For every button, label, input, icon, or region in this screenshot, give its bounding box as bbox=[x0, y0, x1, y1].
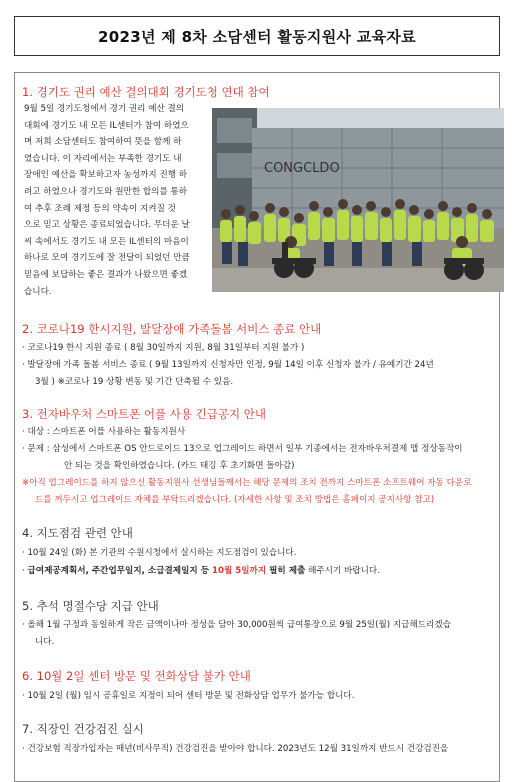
section-4-line-2-prefix: · bbox=[22, 566, 28, 576]
section-7-title: 7. 직장인 건강검진 실시 bbox=[22, 722, 144, 736]
section-6-line-1: · 10월 2일 (월) 임시 공휴일로 지정이 되어 센터 방문 및 전화상담 업무가 불가능 합니다. bbox=[22, 691, 355, 701]
section-6-title: 6. 10월 2일 센터 방문 및 전화상담 불가 안내 bbox=[22, 669, 251, 683]
section-1-paragraph-line: 며 저희 소담센터도 참여하여 뜻을 함께 하 bbox=[24, 137, 182, 148]
section-4-line-1: · 10월 24일 (화) 본 기관의 수원시청에서 실시하는 지도점검이 있습니다. bbox=[22, 548, 297, 558]
section-3-title: 3. 전자바우처 스마트폰 어플 사용 긴급공지 안내 bbox=[22, 407, 266, 421]
section-1-title: 1. 경기도 권리 예산 결의대회 경기도청 연대 참여 bbox=[22, 85, 270, 99]
section-2-line-2: · 발달장애 가족 돌봄 서비스 종료 ( 9월 13일까지 신청자만 인정, 9월 14일 이후 신청자 불가 / 유예기간 24년 bbox=[22, 360, 434, 370]
section-1-paragraph-line: 여 추후 조례 제정 등의 약속이 지켜질 것 bbox=[24, 203, 176, 214]
section-4-must-submit: 필히 제출 bbox=[266, 566, 306, 576]
section-4-line-2 bbox=[22, 564, 380, 576]
section-7-line-1: · 건강보험 직장가입자는 매년(비사무직) 건강검진을 받아야 합니다. 2023년도 12월 31일까지 반드시 건강검진을 bbox=[22, 744, 449, 754]
page-title: 2023년 제 8차 소담센터 활동지원사 교육자료 bbox=[98, 27, 416, 46]
photo-sign-text: CONGCLDO bbox=[264, 161, 340, 176]
section-1-paragraph-line: 씨 속에서도 경기도 내 모든 IL센터의 마음이 bbox=[24, 236, 189, 247]
photo-group-rally-icon bbox=[212, 108, 504, 292]
section-1-paragraph-line: 장애인 예산을 확보하고자 농성까지 진행 하 bbox=[24, 170, 188, 181]
section-3-notice-line-2: 드를 꺼두시고 업그레이드 자체를 부탁드리겠습니다. (자세한 사항 및 조치 방법은 홈페이지 공지사항 참고) bbox=[35, 495, 435, 505]
section-4-deadline: 10월 5일까지 bbox=[212, 566, 267, 576]
section-1-paragraph bbox=[24, 101, 212, 300]
section-5-line-2: 니다. bbox=[35, 637, 55, 647]
section-3-line-3: 안 되는 것을 확인하였습니다. (카드 태깅 후 초기화면 돌아감) bbox=[64, 461, 295, 471]
section-5-line-1: · 올해 1월 구정과 동일하게 작은 금액이나마 정성을 담아 30,000원씩 급여통장으로 9월 25일(월) 지급해드리겠습 bbox=[22, 620, 451, 630]
section-1-paragraph-line: 믿음에 보답하는 좋은 결과가 나왔으면 좋겠 bbox=[24, 269, 188, 280]
section-4-line-2-tail: 해주시기 바랍니다. bbox=[305, 566, 380, 576]
section-2-title: 2. 코로나19 한시지원, 발달장애 가족돌봄 서비스 종료 안내 bbox=[22, 322, 322, 336]
section-3-line-2: · 문제 : 삼성에서 스마트폰 OS 안드로이드 13으로 업그레이드 하면서 일부 기종에서는 전자바우처결제 앱 정상동작이 bbox=[22, 444, 463, 454]
section-1-paragraph-line: 하나로 모여 경기도에 잘 전달이 되었던 만큼 bbox=[24, 253, 190, 264]
rally-photo bbox=[212, 108, 504, 292]
section-1-paragraph-line: 으로 믿고 상황은 종료되었습니다. 무더운 날 bbox=[24, 220, 190, 231]
section-5-title: 5. 추석 명절수당 지급 안내 bbox=[22, 599, 159, 613]
section-4-documents: 급여제공계획서, 주간업무일지, 소급결제일지 등 bbox=[27, 566, 212, 576]
section-1-paragraph-line: 였습니다. 이 자리에서는 부족한 경기도 내 bbox=[24, 153, 182, 164]
title-box bbox=[14, 16, 500, 56]
section-3-notice-line-1: ※아직 업그레이드를 하지 않으신 활동지원사 선생님들께서는 해당 문제의 조치 전까지 스마트폰 소프트웨어 자동 다운로 bbox=[22, 478, 472, 488]
section-2-line-1: · 코로나19 한시 지원 종료 ( 8월 30일까지 지원, 8월 31일부터 지원 불가 ) bbox=[22, 343, 305, 353]
section-4-title: 4. 지도점검 관련 안내 bbox=[22, 526, 133, 540]
section-2-line-3: 3월 ) ※코로나 19 상황 변동 및 기간 단축될 수 있음. bbox=[35, 377, 234, 387]
section-1-paragraph-line: 려고 하였으나 경기도와 원만한 합의를 통하 bbox=[24, 186, 188, 197]
section-1-paragraph-line: 9월 5일 경기도청에서 경기 권리 예산 결의 bbox=[24, 104, 185, 114]
section-1-paragraph-line: 습니다. bbox=[24, 286, 52, 297]
section-3-line-1: · 대상 : 스마트폰 어플 사용하는 활동지원사 bbox=[22, 427, 186, 437]
section-1-paragraph-line: 대회에 경기도 내 모든 IL센터가 참여 하였으 bbox=[24, 120, 189, 131]
